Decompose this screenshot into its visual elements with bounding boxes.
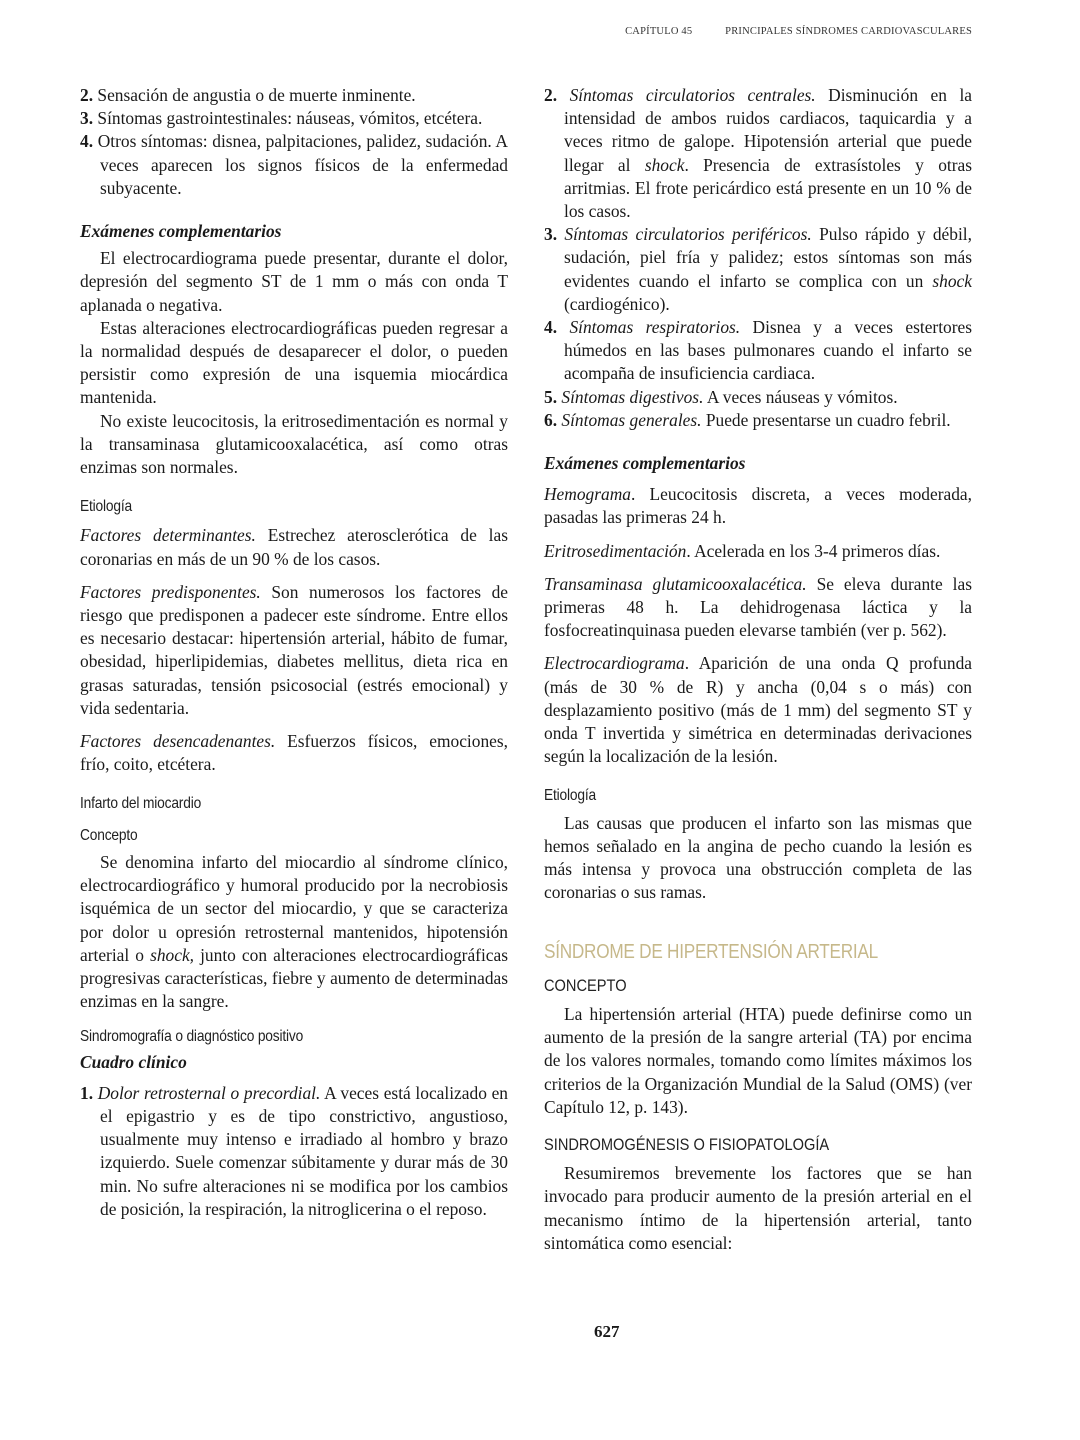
- paragraph: Estas alteraciones electrocardiográficas pueden regresar a la normalidad después de desaparecer el dolor, o pueden persistir como expresión de una isquemia miocárdica mantenida.: [80, 317, 508, 408]
- right-column: [544, 84, 972, 1255]
- list-item: 4. Síntomas respiratorios. Disnea y a veces estertores húmedos en las bases pulmonares cuando el infarto se acompaña de insuficiencia cardiaca.: [544, 317, 973, 384]
- paragraph: Factores predisponentes. Son numerosos los factores de riesgo que predisponen a padecer este síndrome. Entre ellos es necesario destacar: hipertensión arterial, hábito de fumar, obesidad, hiperlipidemias, diabetes mellitus, dieta rica en grasas saturadas, tensión psicosocial (estrés emocional) y vida sedentaria.: [80, 581, 508, 718]
- list-item: 2. Síntomas circulatorios centrales. Disminución en la intensidad de ambos ruidos cardiacos, taquicardia y a veces ritmo de galope. Hipotensión arterial que puede llegar al shock. Presencia de extrasístoles y otras arritmias. El frote pericárdico está presente en un 10 % de los casos.: [544, 85, 972, 222]
- paragraph: Transaminasa glutamicooxalacética. Se eleva durante las primeras 48 h. La dehidrogenasa láctica y la fosfocreatinquinasa pueden elevarse también (ver p. 562).: [544, 573, 973, 641]
- paragraph: Electrocardiograma. Aparición de una onda Q profunda (más de 30 % de R) y ancha (0,04 s o más) con desplazamiento positivo (más de 1 mm) del segmento ST y onda T invertida y simétrica en determinadas derivaciones según la localización de la lesión.: [544, 653, 972, 767]
- list-item: 5. Síntomas digestivos. A veces náuseas y vómitos.: [544, 386, 898, 407]
- paragraph: La hipertensión arterial (HTA) puede definirse como un aumento de la presión de la sangre arterial (TA) por encima de los valores normales, tomando como límites máximos los criterios de la Organización Mundial de la Salud (OMS) (ver Capítulo 12, p. 143).: [544, 1003, 972, 1117]
- section-heading: Etiología: [544, 787, 597, 805]
- running-header: [625, 26, 972, 37]
- list-item: 6. Síntomas generales. Puede presentarse un cuadro febril.: [544, 409, 951, 430]
- list-item: 3. Síntomas gastrointestinales: náuseas, vómitos, etcétera.: [80, 108, 483, 129]
- list-item: 3. Síntomas circulatorios periféricos. Pulso rápido y débil, sudación, piel fría y palidez; estos síntomas son más evidentes cuando el infarto se complica con un shock (cardiogénico).: [544, 224, 972, 314]
- paragraph: El electrocardiograma puede presentar, durante el dolor, depresión del segmento ST de 1 mm o más con onda T aplanada o negativa.: [80, 248, 508, 315]
- list-item: 2. Sensación de angustia o de muerte inminente.: [80, 85, 416, 105]
- chapter-title: PRINCIPALES SÍNDROMES CARDIOVASCULARES: [725, 26, 972, 37]
- section-heading: Etiología: [80, 498, 133, 516]
- subsection-heading: SINDROMOGÉNESIS O FISIOPATOLOGÍA: [544, 1134, 830, 1154]
- chapter-label: CAPÍTULO 45: [625, 26, 693, 37]
- paragraph: Se denomina infarto del miocardio al síndrome clínico, electrocardiográfico y humoral producido por la necrobiosis isquémica de un sector del miocardio, y que se caracteriza por dolor u opresión retrosternal mantenidos, hipotensión arterial o shock, junto con alteraciones electrocardiográficas progresivas características, fiebre y aumento de determinadas enzimas en la sangre.: [80, 851, 508, 1012]
- list-item: 4. Otros síntomas: disnea, palpitaciones, palidez, sudación. A veces aparecen los signos físicos de la enfermedad subyacente.: [80, 131, 508, 198]
- subsection-heading: Concepto: [80, 826, 138, 844]
- page-number: 627: [594, 1322, 620, 1341]
- paragraph: Factores determinantes. Estrechez aterosclerótica de las coronarias en más de un 90 % de los casos.: [80, 525, 508, 569]
- section-heading: Exámenes complementarios: [544, 453, 746, 474]
- paragraph: Factores desencadenantes. Esfuerzos físicos, emociones, frío, coito, etcétera.: [80, 731, 508, 775]
- list-item: 1. Dolor retrosternal o precordial. A veces está localizado en el epigastrio y es de tipo constrictivo, angustioso, usualmente muy intenso e irradiado al hombro y brazo izquierdo. Suele comenzar súbitamente y durar más de 30 min. No sufre alteraciones ni se modifica por los cambios de posición, la respiración, la nitroglicerina o el reposo.: [80, 1082, 508, 1219]
- subsection-heading: Cuadro clínico: [80, 1051, 187, 1072]
- chapter-section-heading: SÍNDROME DE HIPERTENSIÓN ARTERIAL: [544, 940, 878, 963]
- section-heading: Exámenes complementarios: [80, 221, 282, 242]
- paragraph: Las causas que producen el infarto son las mismas que hemos señalado en la angina de pecho cuando la lesión es más intensa y provoca una obstrucción completa de las coronarias o sus ramas.: [544, 812, 972, 903]
- paragraph: Resumiremos brevemente los factores que se han invocado para producir aumento de la presión arterial en el mecanismo íntimo de la hipertensión arterial, tanto sintomática como esencial:: [544, 1163, 972, 1253]
- paragraph: No existe leucocitosis, la eritrosedimentación es normal y la transaminasa glutamicooxalacética, así como otras enzimas son normales.: [80, 410, 508, 478]
- left-column: [80, 84, 508, 1221]
- section-heading: Infarto del miocardio: [80, 795, 202, 813]
- subsection-heading: Sindromografía o diagnóstico positivo: [80, 1028, 304, 1046]
- paragraph: Eritrosedimentación. Acelerada en los 3-4 primeros días.: [544, 540, 941, 561]
- paragraph: Hemograma. Leucocitosis discreta, a veces moderada, pasadas las primeras 24 h.: [544, 484, 972, 528]
- subsection-heading: CONCEPTO: [544, 975, 627, 995]
